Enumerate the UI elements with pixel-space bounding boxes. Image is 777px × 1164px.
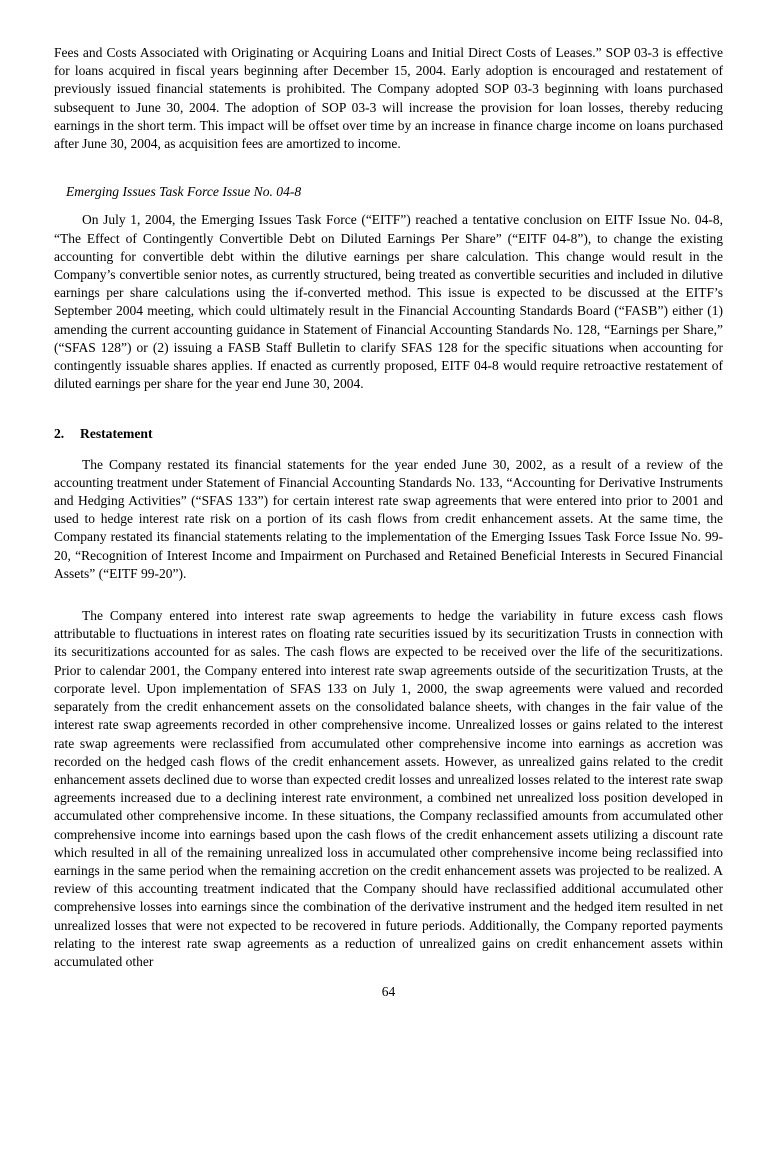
paragraph-eitf-04-8: On July 1, 2004, the Emerging Issues Task Force (“EITF”) reached a tentative conclusion on EITF Issue No. 04-8, “The Effect of Contingently Convertible Debt on Diluted Earnings Per Share” (“EITF 04-8”), to change the existing accounting for convertible debt within the dilutive earnings per share calculation. This change would result in the Company’s convertible senior notes, as currently structured, being treated as convertible securities and included in dilutive earnings per share calculations using the if-converted method. This issue is expected to be discussed at the EITF’s September 2004 meeting, which could ultimately result in the Financial Accounting Standards Board (“FASB”) either (1) amending the current accounting guidance in Statement of Financial Accounting Standards No. 128, “Earnings per Share,” (“SFAS 128”) or (2) issuing a FASB Staff Bulletin to clarify SFAS 128 for the specific situations when accounting for contingently issuable shares applies. If enacted as currently proposed, EITF 04-8 would require retroactive restatement of diluted earnings per share for the year end June 30, 2004.: [54, 212, 723, 392]
section-number: 2.: [54, 426, 65, 442]
paragraph-restatement-overview: The Company restated its financial statements for the year ended June 30, 2002, as a result of a review of the accounting treatment under Statement of Financial Accounting Standards No. 133, “Accounting for Derivative Instruments and Hedging Activities” (“SFAS 133”) for certain interest rate swap agreements that were entered into prior to 2001 and used to hedge interest rate risk on a portion of its cash flows from credit enhancement assets. At the same time, the Company restated its financial statements relating to the implementation of the Emerging Issues Task Force Issue No. 99-20, “Recognition of Interest Income and Impairment on Purchased and Retained Beneficial Interests in Secured Financial Assets” (“EITF 99-20”).: [54, 456, 723, 581]
document-content: [54, 44, 723, 995]
paragraph-swap-agreements: The Company entered into interest rate swap agreements to hedge the variability in future excess cash flows attributable to fluctuations in interest rates on floating rate securities issued by its securitization Trusts in connection with its securitizations accounted for as sales. The cash flows are expected to be received over the life of the securitizations. Prior to calendar 2001, the Company entered into interest rate swap agreements outside of the securitization Trusts, at the corporate level. Upon implementation of SFAS 133 on July 1, 2000, the swap agreements were valued and recorded separately from the credit enhancement assets on the consolidated balance sheets, with changes in the fair value of the interest rate swap agreements recorded in other comprehensive income. Unrealized losses or gains related to the interest rate swap agreements were reclassified from accumulated other comprehensive income into earnings as accretion was recorded on the hedged cash flows of the credit enhancement assets. However, as unrealized gains related to the credit enhancement assets declined due to worse than expected credit losses and unrealized losses related to the interest rate swap agreements increased due to a declining interest rate environment, a combined net unrealized loss position developed in accumulated other comprehensive income. In these situations, the Company reclassified amounts from accumulated other comprehensive income into earnings based upon the cash flows of the credit enhancement assets utilizing a discount rate which resulted in all of the remaining unrealized loss in accumulated other comprehensive income being reclassified into earnings in the same period when the remaining accretion on the credit enhancement assets was projected to be realized. A review of this accounting treatment indicated that the Company should have reclassified additional accumulated other comprehensive losses into earnings since the combination of the derivative instrument and the hedged item resulted in net unrealized losses that were not expected to be recovered in future periods. Additionally, the Company reported payments relating to the interest rate swap agreements as a reduction of unrealized gains on credit enhancement assets within accumulated other: [54, 608, 723, 969]
heading-eitf-04-8: Emerging Issues Task Force Issue No. 04-8: [66, 184, 302, 200]
page-number: 64: [381, 984, 396, 999]
section-title: Restatement: [80, 426, 153, 442]
paragraph-sop-03-3-adoption: Fees and Costs Associated with Originating or Acquiring Loans and Initial Direct Costs of Leases.” SOP 03-3 is effective for loans acquired in fiscal years beginning after December 15, 2004. Early adoption is encouraged and restatement of previously issued financial statements is prohibited. The Company adopted SOP 03-3 beginning with loans purchased subsequent to June 30, 2004. The adoption of SOP 03-3 will increase the provision for loan losses, thereby reducing earnings in the short term. This impact will be offset over time by an increase in finance charge income on loans purchased after June 30, 2004, as acquisition fees are amortized to income.: [54, 45, 723, 152]
section-heading-restatement: [54, 425, 723, 443]
